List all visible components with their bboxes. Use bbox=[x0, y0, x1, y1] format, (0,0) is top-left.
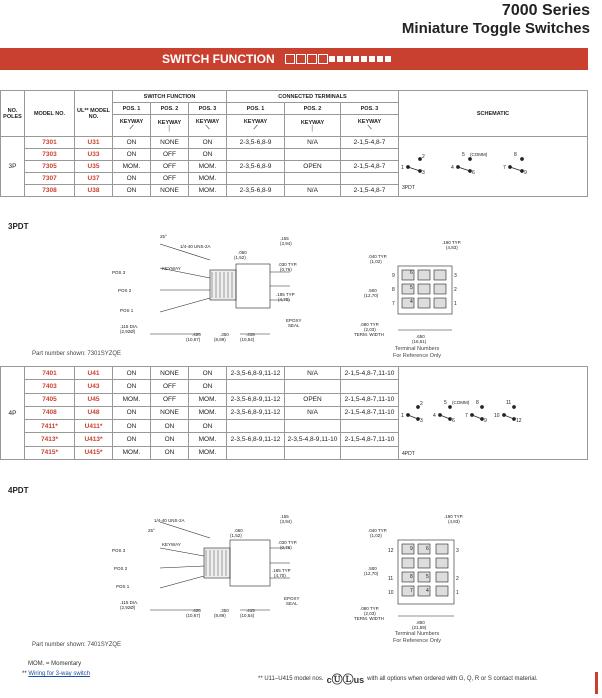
pos-cell: ON bbox=[113, 185, 151, 197]
keyway-pos1-icon: KEYWAY ⟋ bbox=[113, 115, 151, 137]
term-cell: OPEN bbox=[285, 161, 341, 173]
svg-text:8: 8 bbox=[476, 400, 479, 406]
term-cell: N/A bbox=[285, 367, 341, 380]
model-cell: 7308 bbox=[25, 185, 75, 197]
svg-text:9: 9 bbox=[410, 546, 413, 552]
keyway-term-pos1-icon: KEYWAY ⟋ bbox=[227, 115, 285, 137]
term-cell bbox=[227, 446, 285, 459]
svg-text:SEAL: SEAL bbox=[288, 323, 300, 328]
pos-cell: OFF bbox=[151, 380, 189, 393]
svg-text:SEAL: SEAL bbox=[286, 601, 298, 606]
ul-cell: U31 bbox=[75, 137, 113, 149]
pos-cell: MOM. bbox=[113, 446, 151, 459]
section-4pdt-label: 4PDT bbox=[8, 486, 29, 495]
pos-cell: ON bbox=[113, 137, 151, 149]
ul-logo-icon: cⓊⓁus bbox=[326, 674, 365, 686]
pos-cell: NONE bbox=[151, 406, 189, 419]
term-cell: 2-1,5-4,8-7,11-10 bbox=[341, 433, 399, 446]
term-cell: N/A bbox=[285, 185, 341, 197]
schematic-3p bbox=[399, 137, 588, 197]
svg-text:.185 TYP: .185 TYP bbox=[276, 292, 295, 297]
pos-cell: MOM. bbox=[189, 433, 227, 446]
svg-text:12: 12 bbox=[516, 418, 522, 424]
ul-cell: U35 bbox=[75, 161, 113, 173]
svg-text:.650: .650 bbox=[416, 334, 425, 339]
svg-text:.155: .155 bbox=[280, 236, 289, 241]
svg-text:4: 4 bbox=[426, 588, 429, 594]
term-cell: 2-1,5-4,8-7 bbox=[341, 137, 399, 149]
term-cell: 2-1,5-4,8-7,11-10 bbox=[341, 367, 399, 380]
svg-text:(10,67): (10,67) bbox=[186, 613, 201, 618]
svg-text:5: 5 bbox=[462, 151, 465, 158]
pos-cell: OFF bbox=[151, 393, 189, 406]
hdr-no-poles: NO. POLES bbox=[1, 91, 25, 137]
svg-text:.420: .420 bbox=[192, 608, 201, 613]
svg-text:1: 1 bbox=[456, 590, 459, 596]
drawing-4pdt-terminals bbox=[350, 510, 490, 630]
ul-note-text: with all options when ordered with G, Q, R or S contact material. bbox=[367, 676, 538, 682]
footnote-momentary: MOM. = Momentary bbox=[28, 661, 82, 667]
keyway-term-pos2-icon: KEYWAY │ bbox=[285, 115, 341, 137]
svg-text:5: 5 bbox=[410, 285, 413, 291]
part-shown-3pdt: Part number shown: 7301SYZQE bbox=[32, 351, 122, 357]
model-cell: 7408 bbox=[25, 406, 75, 419]
svg-text:10: 10 bbox=[494, 413, 500, 419]
model-cell: 7411* bbox=[25, 420, 75, 433]
svg-text:.040 TYP.: .040 TYP. bbox=[368, 528, 388, 533]
svg-text:.415: .415 bbox=[246, 608, 255, 613]
term-cell: 2-3,5-6,8-9 bbox=[227, 185, 285, 197]
term-cell: 2-3,5-6,8-9,11-12 bbox=[227, 433, 285, 446]
pos-cell: MOM. bbox=[113, 161, 151, 173]
pos-cell: NONE bbox=[151, 185, 189, 197]
svg-text:1/4-40 UNS-2A: 1/4-40 UNS-2A bbox=[154, 518, 185, 523]
svg-text:(2,92Ø): (2,92Ø) bbox=[120, 605, 136, 610]
ul-cell: U43 bbox=[75, 380, 113, 393]
ul-cell: U48 bbox=[75, 406, 113, 419]
svg-text:KEYWAY: KEYWAY bbox=[162, 542, 181, 547]
svg-text:.190 TYP.: .190 TYP. bbox=[444, 514, 464, 519]
term-cell bbox=[285, 380, 341, 393]
hdr-pos2: POS. 2 bbox=[151, 103, 189, 115]
term-cell bbox=[285, 420, 341, 433]
svg-text:POS 3: POS 3 bbox=[112, 270, 126, 275]
series-title: 7000 Series bbox=[501, 2, 590, 19]
ul-cell: U45 bbox=[75, 393, 113, 406]
term-cell: 2-3,5-6,8-9 bbox=[227, 161, 285, 173]
svg-text:2: 2 bbox=[456, 576, 459, 582]
svg-text:.500: .500 bbox=[368, 288, 377, 293]
svg-text:.080 TYP.: .080 TYP. bbox=[360, 322, 380, 327]
svg-text:.115 DIA.: .115 DIA. bbox=[120, 600, 139, 605]
model-cell: 7401 bbox=[25, 367, 75, 380]
svg-text:(10,54): (10,54) bbox=[240, 337, 255, 342]
svg-text:POS 2: POS 2 bbox=[114, 566, 128, 571]
hdr-pos1: POS. 1 bbox=[113, 103, 151, 115]
svg-text:(21,59): (21,59) bbox=[412, 625, 427, 630]
svg-text:1/4-40 UNS-2A: 1/4-40 UNS-2A bbox=[180, 244, 211, 249]
svg-text:(COMM): (COMM) bbox=[452, 400, 470, 405]
svg-text:.850: .850 bbox=[416, 620, 425, 625]
pos-cell: MOM. bbox=[189, 173, 227, 185]
pos-cell: ON bbox=[151, 420, 189, 433]
svg-text:(4,83): (4,83) bbox=[448, 519, 460, 524]
page-subtitle: Miniature Toggle Switches bbox=[401, 20, 590, 37]
pos-cell: MOM. bbox=[189, 406, 227, 419]
hdr-ul-model: UL** MODEL NO. bbox=[75, 91, 113, 137]
term-cell bbox=[341, 380, 399, 393]
term-cell bbox=[227, 149, 285, 161]
term-cell: 2-3,5-6,8-9 bbox=[227, 137, 285, 149]
poles-cell: 4P bbox=[1, 367, 25, 460]
pos-cell: NONE bbox=[151, 367, 189, 380]
svg-text:.060: .060 bbox=[238, 250, 247, 255]
drawing-3pdt-terminals bbox=[350, 236, 490, 346]
wiring-3way-link[interactable]: Wiring for 3-way switch bbox=[28, 671, 91, 677]
svg-text:(8,89): (8,89) bbox=[214, 613, 226, 618]
table-row bbox=[1, 137, 588, 149]
footnote-wiring: ** Wiring for 3-way switch bbox=[22, 671, 91, 677]
pos-cell: ON bbox=[151, 446, 189, 459]
term-cell: 2-1,5-4,8-7 bbox=[341, 161, 399, 173]
hdr-model-no: MODEL NO. bbox=[25, 91, 75, 137]
svg-text:.115 DIA.: .115 DIA. bbox=[120, 324, 139, 329]
svg-text:.060: .060 bbox=[234, 528, 243, 533]
pos-cell: ON bbox=[113, 149, 151, 161]
svg-text:(4,83): (4,83) bbox=[446, 245, 458, 250]
svg-text:3PDT: 3PDT bbox=[402, 184, 415, 191]
svg-text:POS 1: POS 1 bbox=[116, 584, 130, 589]
svg-text:.155: .155 bbox=[280, 514, 289, 519]
pos-cell: NONE bbox=[151, 137, 189, 149]
term-cell bbox=[341, 446, 399, 459]
svg-text:.190 TYP.: .190 TYP. bbox=[442, 240, 462, 245]
term-cell: 2-3,5-6,8-9,11-12 bbox=[227, 393, 285, 406]
svg-text:3: 3 bbox=[422, 169, 425, 176]
term-cell bbox=[285, 149, 341, 161]
term-cell: 2-3,5-4,8-9,11-10 bbox=[285, 433, 341, 446]
pos-cell: MOM. bbox=[189, 185, 227, 197]
part-shown-4pdt: Part number shown: 7401SYZQE bbox=[32, 642, 122, 648]
svg-text:2: 2 bbox=[454, 287, 457, 293]
footnote-ul bbox=[258, 671, 538, 687]
svg-text:6: 6 bbox=[426, 546, 429, 552]
term-cell: 2-1,5-4,8-7,11-10 bbox=[341, 406, 399, 419]
hdr-switch-function: SWITCH FUNCTION bbox=[113, 91, 227, 103]
term-cell bbox=[227, 420, 285, 433]
ul-cell: U37 bbox=[75, 173, 113, 185]
svg-text:(12,70): (12,70) bbox=[364, 571, 379, 576]
model-cell: 7413* bbox=[25, 433, 75, 446]
svg-text:(3,94): (3,94) bbox=[280, 241, 292, 246]
term-cell: 2-3,5-6,8-9,11-12 bbox=[227, 406, 285, 419]
ul-cell: U38 bbox=[75, 185, 113, 197]
banner-squares-icon bbox=[285, 54, 393, 64]
term-cell: N/A bbox=[285, 406, 341, 419]
svg-text:(3,94): (3,94) bbox=[280, 519, 292, 524]
svg-text:.350: .350 bbox=[220, 332, 229, 337]
svg-text:10: 10 bbox=[388, 590, 394, 596]
terminal-caption-3pdt: Terminal Numbers For Reference Only bbox=[393, 346, 441, 359]
svg-text:(4,70): (4,70) bbox=[274, 573, 286, 578]
svg-text:1: 1 bbox=[454, 301, 457, 307]
ul-cell: U415* bbox=[75, 446, 113, 459]
page-edge-marker bbox=[595, 672, 598, 694]
pos-cell: MOM. bbox=[189, 161, 227, 173]
section-3pdt-label: 3PDT bbox=[8, 222, 29, 231]
svg-text:11: 11 bbox=[388, 576, 394, 582]
hdr-term-pos1: POS. 1 bbox=[227, 103, 285, 115]
svg-text:EPOXY: EPOXY bbox=[284, 596, 300, 601]
svg-text:3: 3 bbox=[420, 418, 423, 424]
svg-text:9: 9 bbox=[484, 418, 487, 424]
model-cell: 7303 bbox=[25, 149, 75, 161]
svg-text:7: 7 bbox=[503, 164, 506, 171]
svg-text:POS 3: POS 3 bbox=[112, 548, 126, 553]
pos-cell: ON bbox=[189, 367, 227, 380]
term-cell: N/A bbox=[285, 137, 341, 149]
keyway-term-pos3-icon: KEYWAY ⟍ bbox=[341, 115, 399, 137]
pos-cell: ON bbox=[189, 137, 227, 149]
svg-text:.185 TYP: .185 TYP bbox=[272, 568, 291, 573]
model-cell: 7405 bbox=[25, 393, 75, 406]
svg-text:3: 3 bbox=[456, 548, 459, 554]
svg-text:8: 8 bbox=[514, 151, 517, 158]
svg-text:(4,70): (4,70) bbox=[278, 297, 290, 302]
term-cell bbox=[227, 380, 285, 393]
table-row bbox=[1, 367, 588, 380]
keyway-pos2-icon: KEYWAY │ bbox=[151, 115, 189, 137]
ul-cell: U413* bbox=[75, 433, 113, 446]
hdr-term-pos2: POS. 2 bbox=[285, 103, 341, 115]
table-3p bbox=[0, 90, 588, 197]
term-cell bbox=[227, 173, 285, 185]
model-cell: 7305 bbox=[25, 161, 75, 173]
term-cell: 2-1,5-4,8-7,11-10 bbox=[341, 393, 399, 406]
svg-text:.350: .350 bbox=[220, 608, 229, 613]
svg-text:.420: .420 bbox=[192, 332, 201, 337]
svg-text:.040 TYP.: .040 TYP. bbox=[368, 254, 388, 259]
svg-text:(2,03): (2,03) bbox=[364, 327, 376, 332]
svg-text:4: 4 bbox=[410, 299, 413, 305]
schematic-4p bbox=[399, 367, 588, 460]
svg-text:(2,03): (2,03) bbox=[364, 611, 376, 616]
svg-text:7: 7 bbox=[410, 588, 413, 594]
poles-cell: 3P bbox=[1, 137, 25, 197]
svg-text:11: 11 bbox=[506, 400, 512, 406]
svg-text:6: 6 bbox=[472, 169, 475, 176]
pos-cell: ON bbox=[189, 149, 227, 161]
svg-text:.030 TYP.: .030 TYP. bbox=[278, 540, 298, 545]
svg-text:2: 2 bbox=[420, 401, 423, 407]
svg-text:4PDT: 4PDT bbox=[402, 451, 415, 457]
model-cell: 7415* bbox=[25, 446, 75, 459]
keyway-pos3-icon: KEYWAY ⟍ bbox=[189, 115, 227, 137]
svg-text:1: 1 bbox=[401, 413, 404, 419]
svg-text:(8,89): (8,89) bbox=[214, 337, 226, 342]
svg-text:7: 7 bbox=[392, 301, 395, 307]
model-cell: 7307 bbox=[25, 173, 75, 185]
svg-text:(1,52): (1,52) bbox=[234, 255, 246, 260]
svg-text:POS 1: POS 1 bbox=[120, 308, 134, 313]
svg-text:(1,02): (1,02) bbox=[370, 259, 382, 264]
switch-function-banner bbox=[0, 48, 588, 70]
svg-text:(2,92Ø): (2,92Ø) bbox=[120, 329, 136, 334]
pos-cell: ON bbox=[113, 173, 151, 185]
svg-text:9: 9 bbox=[392, 273, 395, 279]
pos-cell: ON bbox=[113, 433, 151, 446]
model-cell: 7301 bbox=[25, 137, 75, 149]
pos-cell: MOM. bbox=[189, 393, 227, 406]
svg-text:.415: .415 bbox=[246, 332, 255, 337]
svg-text:25°: 25° bbox=[160, 234, 167, 239]
svg-text:5: 5 bbox=[426, 574, 429, 580]
svg-text:4: 4 bbox=[451, 164, 454, 171]
term-cell bbox=[341, 173, 399, 185]
schematic-4p-diagram bbox=[400, 367, 550, 457]
pos-cell: MOM. bbox=[113, 393, 151, 406]
svg-text:3: 3 bbox=[454, 273, 457, 279]
svg-text:8: 8 bbox=[392, 287, 395, 293]
svg-text:5: 5 bbox=[444, 400, 447, 406]
pos-cell: MOM. bbox=[189, 446, 227, 459]
term-cell: 2-1,5-4,8-7 bbox=[341, 185, 399, 197]
term-cell bbox=[285, 173, 341, 185]
model-cell: 7403 bbox=[25, 380, 75, 393]
svg-text:TERM. WIDTH: TERM. WIDTH bbox=[354, 332, 384, 337]
svg-text:12: 12 bbox=[388, 548, 394, 554]
svg-text:.080 TYP.: .080 TYP. bbox=[360, 606, 380, 611]
svg-text:(16,51): (16,51) bbox=[412, 339, 427, 344]
pos-cell: OFF bbox=[151, 161, 189, 173]
term-cell bbox=[285, 446, 341, 459]
svg-text:.500: .500 bbox=[368, 566, 377, 571]
svg-text:EPOXY: EPOXY bbox=[286, 318, 302, 323]
term-cell bbox=[341, 420, 399, 433]
svg-text:TERM. WIDTH: TERM. WIDTH bbox=[354, 616, 384, 621]
svg-text:4: 4 bbox=[433, 413, 436, 419]
hdr-term-pos3: POS. 3 bbox=[341, 103, 399, 115]
svg-text:7: 7 bbox=[465, 413, 468, 419]
svg-text:(10,54): (10,54) bbox=[240, 613, 255, 618]
term-cell bbox=[341, 149, 399, 161]
svg-text:(0,76): (0,76) bbox=[280, 267, 292, 272]
svg-text:2: 2 bbox=[422, 153, 425, 160]
term-cell: 2-3,5-6,8-9,11-12 bbox=[227, 367, 285, 380]
svg-text:KEYWAY: KEYWAY bbox=[162, 266, 181, 271]
table-4p bbox=[0, 366, 588, 460]
pos-cell: ON bbox=[151, 433, 189, 446]
hdr-connected-terminals: CONNECTED TERMINALS bbox=[227, 91, 399, 103]
pos-cell: OFF bbox=[151, 173, 189, 185]
svg-text:9: 9 bbox=[524, 169, 527, 176]
svg-text:POS 2: POS 2 bbox=[118, 288, 132, 293]
svg-text:25°: 25° bbox=[148, 528, 155, 533]
svg-text:(0,76): (0,76) bbox=[280, 545, 292, 550]
svg-text:(1,52): (1,52) bbox=[230, 533, 242, 538]
pos-cell: OFF bbox=[151, 149, 189, 161]
ul-note-text: ** U11–U415 model nos. bbox=[258, 676, 324, 682]
hdr-schematic: SCHEMATIC bbox=[399, 91, 588, 137]
pos-cell: ON bbox=[189, 420, 227, 433]
drawing-3pdt-side bbox=[100, 232, 310, 347]
svg-text:6: 6 bbox=[452, 418, 455, 424]
ul-cell: U411* bbox=[75, 420, 113, 433]
term-cell: OPEN bbox=[285, 393, 341, 406]
pos-cell: ON bbox=[189, 380, 227, 393]
terminal-caption-4pdt: Terminal Numbers For Reference Only bbox=[393, 631, 441, 644]
ul-cell: U41 bbox=[75, 367, 113, 380]
svg-text:(COMM): (COMM) bbox=[470, 151, 488, 157]
pos-cell: ON bbox=[113, 367, 151, 380]
svg-text:8: 8 bbox=[410, 574, 413, 580]
svg-text:6: 6 bbox=[410, 270, 413, 276]
svg-text:(10,67): (10,67) bbox=[186, 337, 201, 342]
svg-text:(1,02): (1,02) bbox=[370, 533, 382, 538]
svg-text:.030 TYP.: .030 TYP. bbox=[278, 262, 298, 267]
svg-text:1: 1 bbox=[401, 164, 404, 171]
drawing-4pdt-side bbox=[100, 508, 310, 623]
pos-cell: ON bbox=[113, 420, 151, 433]
pos-cell: ON bbox=[113, 406, 151, 419]
pos-cell: ON bbox=[113, 380, 151, 393]
hdr-pos3: POS. 3 bbox=[189, 103, 227, 115]
schematic-3p-diagram bbox=[400, 141, 550, 191]
banner-label: SWITCH FUNCTION bbox=[162, 52, 275, 66]
ul-cell: U33 bbox=[75, 149, 113, 161]
svg-text:(12,70): (12,70) bbox=[364, 293, 379, 298]
